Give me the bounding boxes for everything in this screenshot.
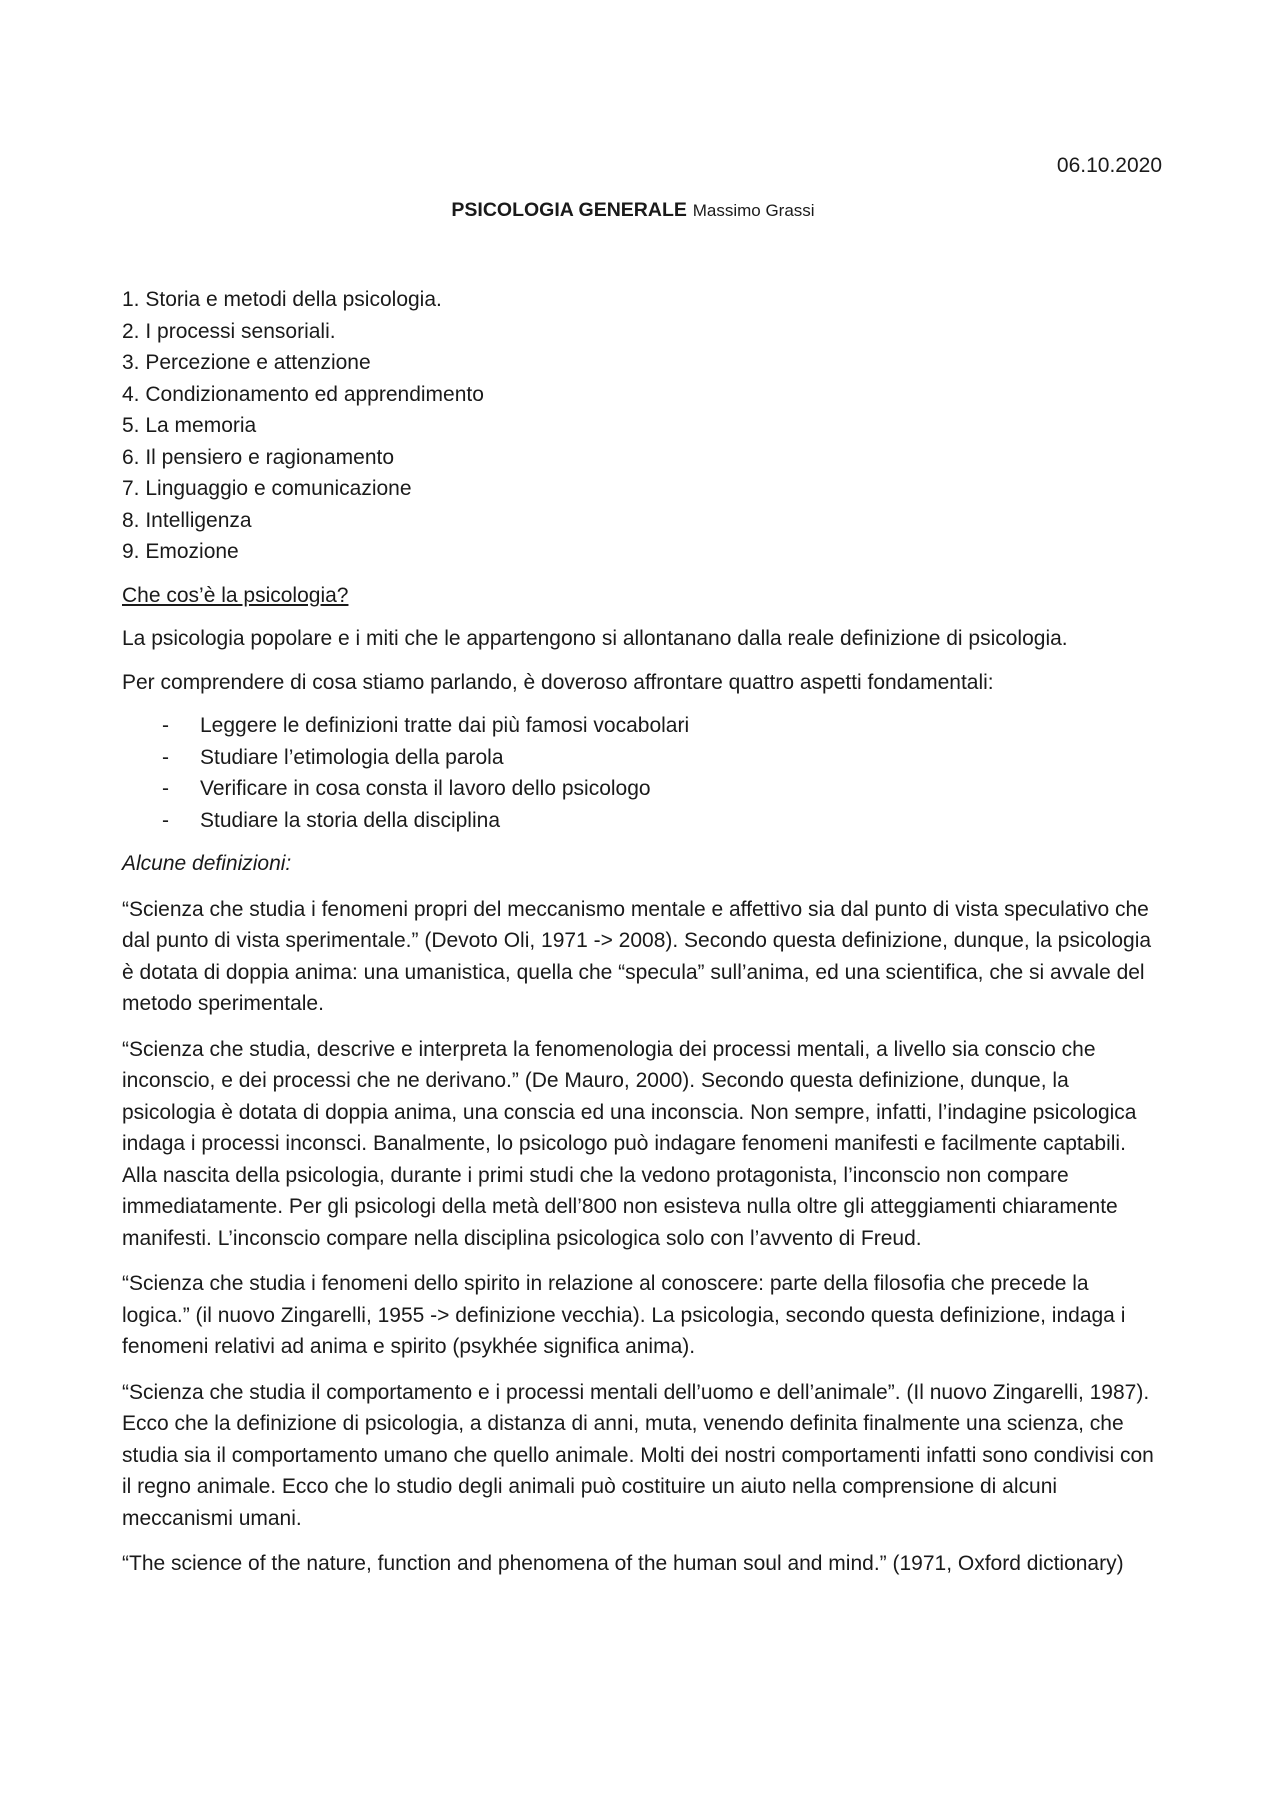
document-body [122,150,1162,1580]
definition-paragraph: “Scienza che studia il comportamento e i processi mentali dell’uomo e dell’animale”. (Il nuovo Zingarelli, 1987). Ecco che la definizione di psicologia, a distanza di anni, muta, venendo definita finalmente una scienza, che studia sia il comportamento umano che quello animale. Molti dei nostri comportamenti infatti sono condivisi con il regno animale. Ecco che lo studio degli animali può costituire un aiuto nella comprensione di alcuni meccanismi umani. [122,1380,1154,1530]
topic-item: 6. Il pensiero e ragionamento [122,445,395,469]
bullet-dash: - [162,808,169,832]
section-heading: Che cos’è la psicologia? [122,583,349,607]
definition-paragraph: “Scienza che studia, descrive e interpreta la fenomenologia dei processi mentali, a livello sia conscio che inconscio, e dei processi che ne derivano.” (De Mauro, 2000). Secondo questa definizione, dunque, la psicologia è dotata di doppia anima, una conscia ed una inconscia. Non sempre, infatti, l’indagine psicologica indaga i processi inconsci. Banalmente, lo psicologo può indagare fenomeni manifesti e facilmente captabili. Alla nascita della psicologia, durante i primi studi che la vedono protagonista, l’inconscio non compare immediatamente. Per gli psicologi della metà dell’800 non esisteva nulla oltre gli atteggiamenti chiaramente manifesti. L’inconscio compare nella disciplina psicologica solo con l’avvento di Freud. [122,1037,1137,1250]
bullet-dash: - [162,714,169,737]
topic-item: 8. Intelligenza [122,508,252,532]
aspects-list [122,710,1162,836]
aspect-item [122,773,1162,805]
aspect-text: Studiare l’etimologia della parola [200,745,504,769]
definition-paragraph: “Scienza che studia i fenomeni dello spirito in relazione al conoscere: parte della filosofia che precede la logica.” (il nuovo Zingarelli, 1955 -> definizione vecchia). La psicologia, secondo questa definizione, indaga i fenomeni relativi ad anima e spirito (psykhée significa anima). [122,1272,1126,1358]
aspect-item [122,710,1162,742]
document-title: PSICOLOGIA GENERALE [451,198,687,221]
topic-item: 1. Storia e metodi della psicologia. [122,288,442,311]
intro-paragraph: La psicologia popolare e i miti che le appartengono si allontanano dalla reale definizione di psicologia. [122,627,1068,650]
topic-item: 5. La memoria [122,414,257,437]
topic-item: 4. Condizionamento ed apprendimento [122,382,484,406]
bullet-dash: - [162,745,169,769]
aspect-text: Studiare la storia della disciplina [200,808,500,832]
topics-list [122,284,1162,568]
bullet-dash: - [162,777,169,800]
document-title-line [122,194,1162,227]
aspect-item [122,742,1162,774]
aspect-text: Leggere le definizioni tratte dai più famosi vocabolari [200,714,690,737]
document-date: 06.10.2020 [1056,154,1162,177]
lead-paragraph: Per comprendere di cosa stiamo parlando, è doveroso affrontare quattro aspetti fondamentali: [122,670,994,694]
document-author: Massimo Grassi [692,200,815,220]
aspect-item [122,805,1162,837]
aspect-text: Verificare in cosa consta il lavoro dello psicologo [200,777,651,800]
definition-paragraph: “Scienza che studia i fenomeni propri del meccanismo mentale e affettivo sia dal punto di vista speculativo che dal punto di vista sperimentale.” (Devoto Oli, 1971 -> 2008). Secondo questa definizione, dunque, la psicologia è dotata di doppia anima: una umanistica, quella che “specula” sull’anima, ed una scientifica, che si avvale del metodo sperimentale. [122,897,1152,1015]
definitions-heading: Alcune definizioni: [122,852,292,875]
topic-item: 3. Percezione e attenzione [122,351,371,374]
topic-item: 7. Linguaggio e comunicazione [122,477,412,500]
topic-item: 9. Emozione [122,540,239,563]
definition-paragraph: “The science of the nature, function and phenomena of the human soul and mind.” (1971, Oxford dictionary) [122,1552,1124,1575]
topic-item: 2. I processi sensoriali. [122,319,336,343]
